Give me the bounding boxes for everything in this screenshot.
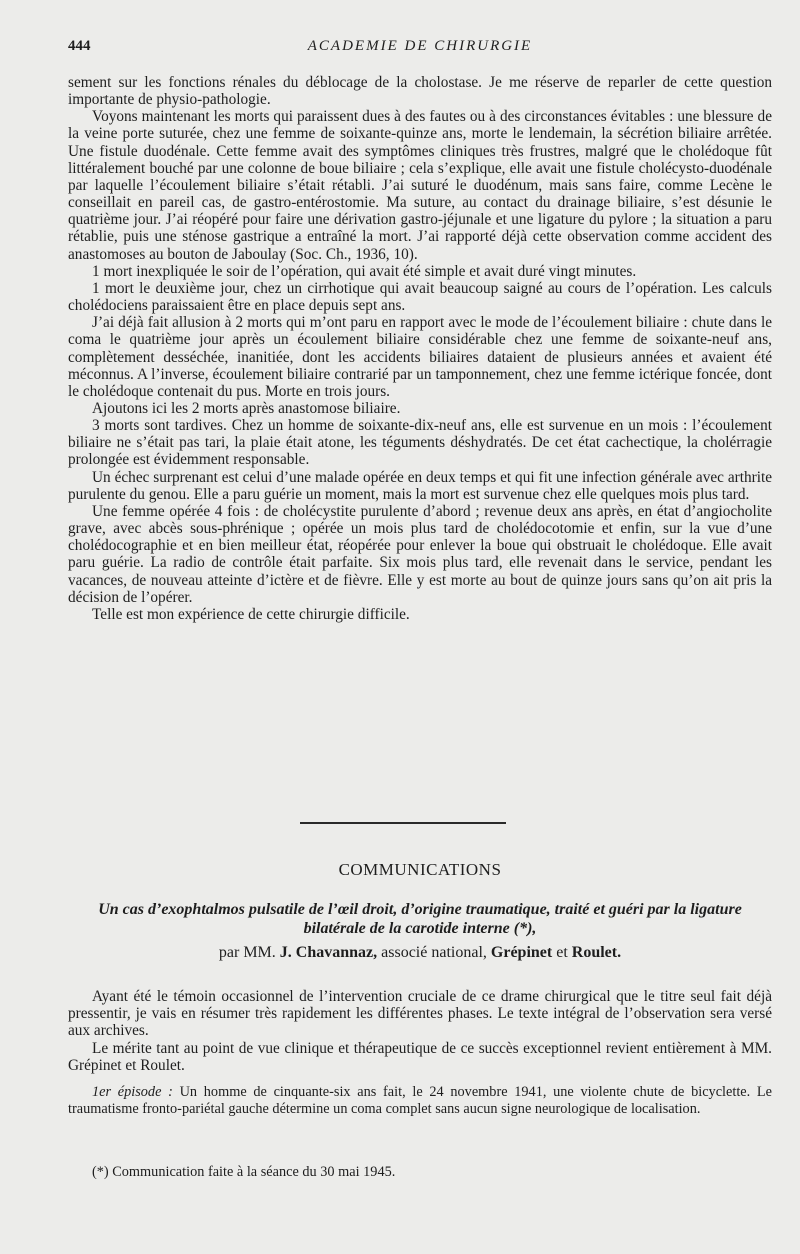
author-prefix: par MM.	[218, 944, 276, 961]
paragraph: 1 mort inexpliquée le soir de l’opération, qui avait été simple et avait duré vingt minutes.	[92, 262, 637, 280]
episode-text	[68, 1084, 772, 1118]
paragraph: 3 morts sont tardives. Chez un homme de soixante-dix-neuf ans, elle est survenue en un mois : l’écoulement biliaire ne s’était pas tari, la plaie était atone, les téguments déshydratés. De cet état cachectique, la cholérragie prolongée est évidemment responsable.	[68, 417, 772, 469]
footnote: (*) Communication faite à la séance du 30 mai 1945.	[92, 1164, 396, 1180]
article-title: Un cas d’exophtalmos pulsatile de l’œil droit, d’origine traumatique, traité et guéri par la ligature bilatérale de la carotide interne (*),	[98, 901, 742, 937]
paragraph: Un échec surprenant est celui d’une malade opérée en deux temps et qui fit une infection générale avec arthrite purulente du genou. Elle a paru guérie un moment, mais la mort est survenue chez elle quelques mois plus tard.	[68, 468, 772, 503]
page-header	[68, 38, 772, 62]
paragraph: Une femme opérée 4 fois : de cholécystite purulente d’abord ; revenue deux ans après, en état d’angiocholite grave, avec abcès sous-phrénique ; opérée un mois plus tard de cholédocotomie et enfin, sur la vue d’une cholédocographie et en bien meilleur état, réopérée pour enlever la boue qui obstruait le cholédoque. Elle avait paru guérie. La radio de contrôle était parfaite. Six mois plus tard, elle revenait dans le service, pendant les vacances, de nouveau atteinte d’ictère et de fièvre. Elle y est morte au bout de quinze jours sans qu’on ait pris la décision de l’opérer.	[68, 502, 772, 606]
author-connector: et	[556, 944, 568, 961]
author-line	[68, 944, 772, 962]
paragraph: 1 mort le deuxième jour, chez un cirrhotique qui avait beaucoup saigné au cours de l’opération. Les calculs cholédociens paraissaient être en place depuis sept ans.	[68, 279, 772, 315]
paragraph: Voyons maintenant les morts qui paraissent dues à des fautes ou à des circonstances évitables : une blessure de la veine porte suturée, chez une femme de soixante-quinze ans, morte le lendemain, la sécrétion biliaire arrêtée. Une fistule duodénale. Cette femme avait des symptômes cliniques très frustres, malgré que le cholédoque fût littéralement bouché par une colonne de boue biliaire ; cela s’explique, elle avait une fistule cholécysto-duodénale par laquelle l’écoulement biliaire s’était rétabli. J’ai suturé le duodénum, mais sans faire, comme Lecène le conseillait en pareil cas, de gastro-entérostomie. Ma suture, au contact du drainage biliaire, s’est désunie le quatrième jour. J’ai réopéré pour faire une dérivation gastro-jéjunale et une ligature du pylore ; la situation a paru rétablie, puis une sténose gastrique a entraîné la mort. J’ai rapporté déjà cette observation comme accident des anastomoses au bouton de Jaboulay (Soc. Ch., 1936, 10).	[68, 108, 772, 263]
paragraph: sement sur les fonctions rénales du déblocage de la cholostase. Je me réserve de reparler de cette question importante de physio-pathologie.	[68, 74, 772, 109]
running-title: ACADEMIE DE CHIRURGIE	[307, 38, 533, 54]
episode-body: Un homme de cinquante-six ans fait, le 24 novembre 1941, une violente chute de bicyclette. Le traumatisme fronto-pariétal gauche détermine un coma complet sans aucun signe neurologique de localisation.	[68, 1084, 772, 1117]
author-role: associé national,	[381, 944, 487, 961]
episode-label: 1er épisode :	[92, 1084, 173, 1100]
intro-text	[68, 988, 772, 1074]
paragraph: Ayant été le témoin occasionnel de l’intervention cruciale de ce drame chirurgical que le titre seul fait déjà pressentir, je vais en résumer très rapidement les différentes phases. Le texte intégral de l’observation sera versé aux archives.	[68, 988, 772, 1040]
paragraph: J’ai déjà fait allusion à 2 morts qui m’ont paru en rapport avec le mode de l’écoulement biliaire : chute dans le coma le quatrième jour après un écoulement biliaire considérable chez une femme de soixante-neuf ans, complètement desséchée, inanitiée, dont les accidents biliaires dataient de plusieurs années et avaient été méconnus. A l’inverse, écoulement biliaire contrarié par un tamponnement, chez une femme ictérique foncée, dont le cholédoque contenait du pus. Morte en trois jours.	[68, 314, 772, 400]
author-name: Grépinet	[490, 944, 553, 961]
section-divider	[300, 822, 506, 824]
paragraph	[68, 1084, 772, 1118]
body-text	[68, 74, 772, 623]
author-name: J. Chavannaz,	[279, 944, 378, 961]
page-number: 444	[68, 38, 91, 54]
paragraph: Ajoutons ici les 2 morts après anastomose biliaire.	[92, 399, 401, 417]
section-heading: COMMUNICATIONS	[338, 860, 502, 879]
author-name: Roulet.	[571, 944, 622, 961]
paragraph: Telle est mon expérience de cette chirurgie difficile.	[92, 605, 410, 623]
paragraph: Le mérite tant au point de vue clinique et thérapeutique de ce succès exceptionnel revient entièrement à MM. Grépinet et Roulet.	[68, 1039, 772, 1074]
